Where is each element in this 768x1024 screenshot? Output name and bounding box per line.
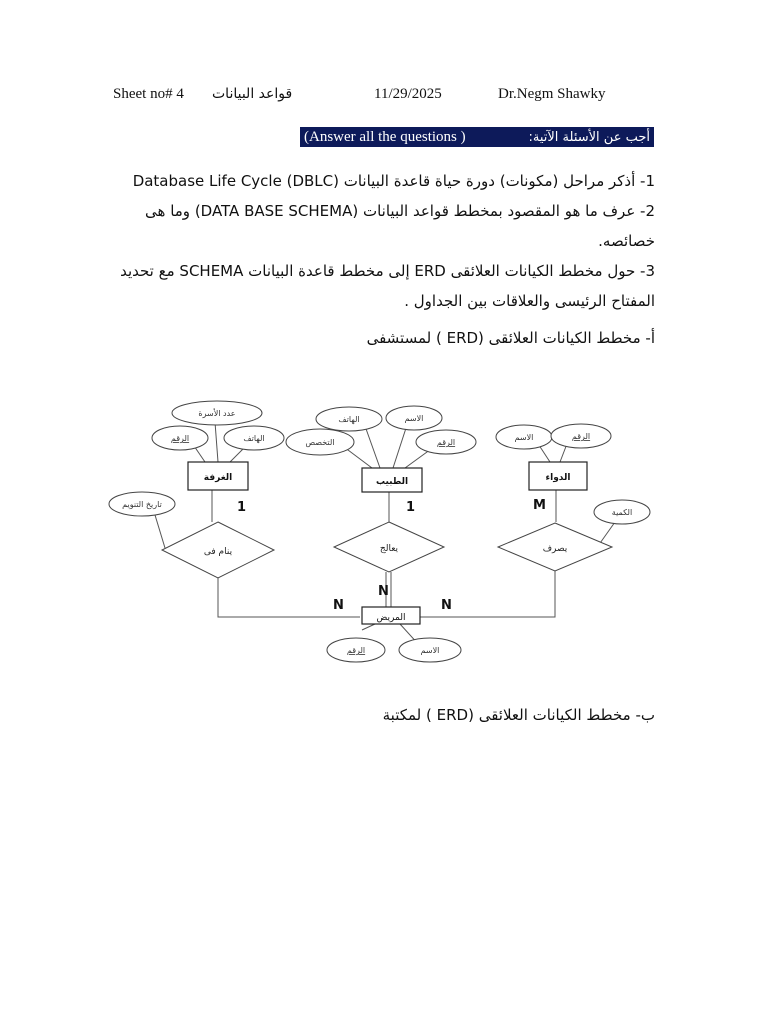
question-3: 3- حول مخطط الكيانات العلائقى ERD إلى مخطط قاعدة البيانات SCHEMA مع تحديد المفتاح الرئيسى والعلاقات بين الجداول . [120, 262, 655, 310]
attr-room-number-label: الرقم [170, 434, 190, 443]
sheet-number: Sheet no# 4 [113, 86, 184, 102]
instruction-english: (Answer all the questions ) [304, 128, 466, 145]
attr-patient-number-label: الرقم [346, 646, 366, 655]
attr-patient-name-label: الاسم [420, 646, 440, 655]
relationship-dispensed-label: يصرف [542, 544, 568, 554]
subquestion-a-hospital: أ- مخطط الكيانات العلائقى (ERD ) لمستشفى [366, 329, 655, 347]
instruction-arabic: أجب عن الأسئلة الآتية: [528, 129, 650, 145]
relationship-stays-in-label: ينام فى [203, 547, 233, 557]
attr-admission-date-label: تاريخ التنويم [122, 500, 162, 509]
subquestion-b-library: ب- مخطط الكيانات العلائقى (ERD ) لمكتبة [382, 706, 655, 724]
cardinality-dispensed-patient: N [441, 598, 452, 613]
entity-medicine-label: الدواء [545, 473, 571, 483]
attr-room-phone-label: الهاتف [243, 434, 265, 443]
relationship-treats-label: يعالج [379, 544, 399, 554]
attr-room-beds-label: عدد الأسرة [198, 409, 236, 418]
entity-doctor-label: الطبيب [375, 477, 409, 487]
attr-doctor-specialty-label: التخصص [305, 438, 335, 447]
attr-doctor-phone-label: الهاتف [338, 415, 360, 424]
attr-medicine-name-label: الاسم [514, 433, 534, 442]
sheet-date: 11/29/2025 [374, 86, 442, 102]
cardinality-doctor: 1 [406, 500, 416, 515]
question-1: 1- أذكر مراحل (مكونات) دورة حياة قاعدة البيانات Database Life Cycle (DBLC) [132, 172, 655, 190]
cardinality-stays-patient: N [333, 598, 344, 613]
entity-room-label: الغرفة [203, 473, 233, 483]
cardinality-medicine: M [533, 498, 546, 513]
cardinality-treats-patient: N [378, 584, 389, 599]
attr-doctor-name-label: الاسم [404, 414, 424, 423]
attr-quantity-label: الكمية [611, 508, 633, 517]
cardinality-room: 1 [237, 500, 247, 515]
author-name: Dr.Negm Shawky [498, 86, 606, 102]
question-2: 2- عرف ما هو المقصود بمخطط قواعد البيانات (DATA BASE SCHEMA) وما هى خصائصه. [145, 202, 655, 250]
subject-title: قواعد البيانات [212, 86, 293, 102]
attr-doctor-number-label: الرقم [436, 438, 456, 447]
entity-patient-label: المريض [376, 613, 406, 623]
attr-medicine-number-label: الرقم [571, 432, 591, 441]
